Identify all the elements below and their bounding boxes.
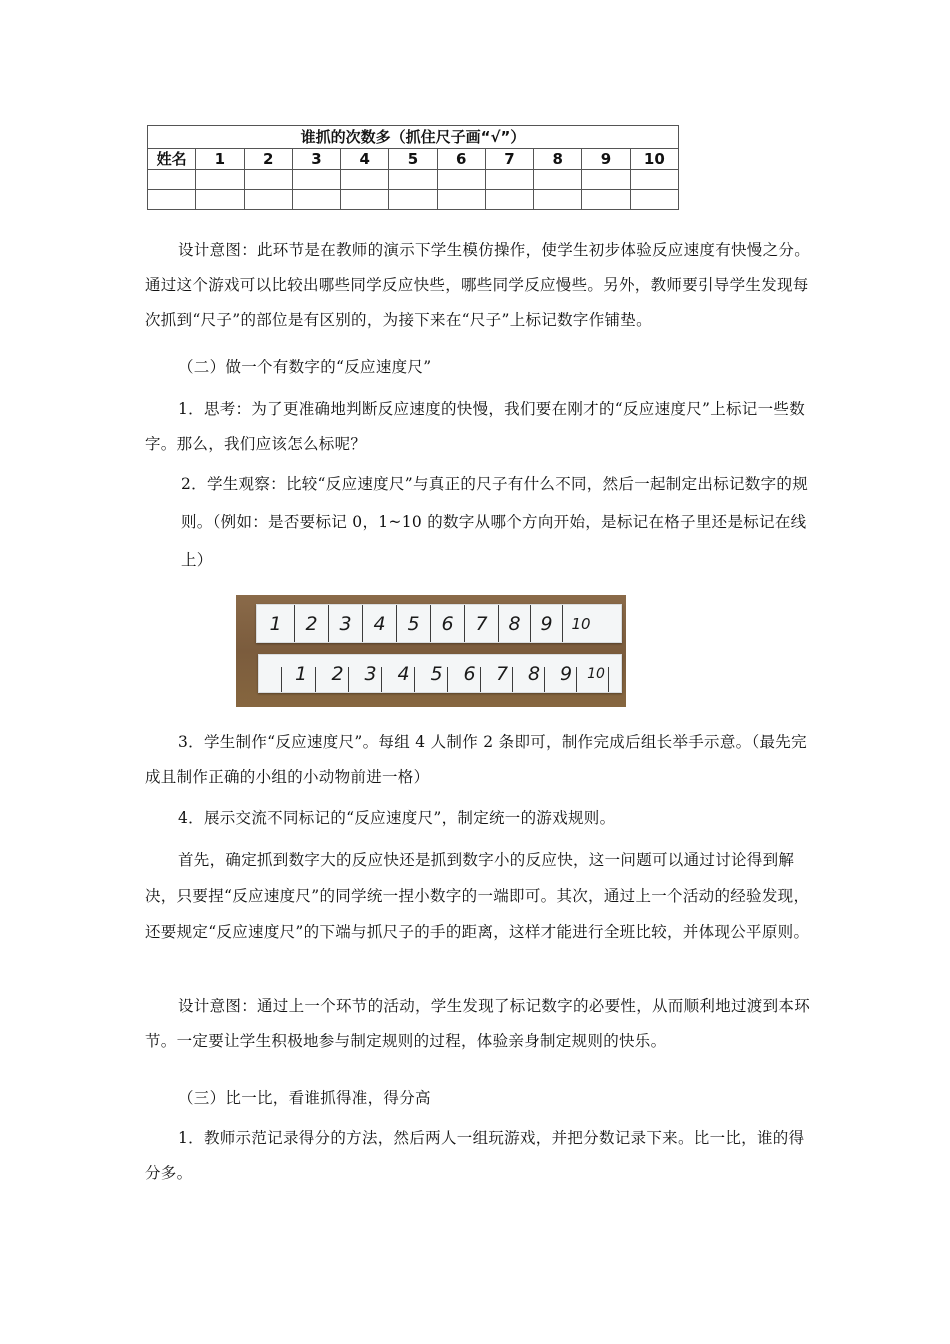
- ruler-number: 6: [431, 605, 465, 642]
- step-2-paragraph: 2．学生观察：比较“反应速度尺”与真正的尺子有什么不同，然后一起制定出标记数字的规则。（例如：是否要标记 0，1~10 的数字从哪个方向开始，是标记在格子里还是标记在线上）: [181, 475, 809, 569]
- ruler-number: 5: [397, 605, 431, 642]
- record-table: [147, 125, 679, 210]
- table-cell: [292, 170, 340, 190]
- table-header-cell: 10: [630, 149, 678, 170]
- ruler-number: 1: [294, 662, 308, 685]
- table-header-row: [148, 149, 679, 170]
- ruler-number: 10: [571, 614, 591, 633]
- table-header-cell: 5: [389, 149, 437, 170]
- ruler-number: 1: [257, 605, 295, 642]
- table-header-cell: 8: [534, 149, 582, 170]
- ruler-number: 9: [531, 605, 563, 642]
- step-1-scoring-paragraph: 1．教师示范记录得分的方法，然后两人一组玩游戏，并把分数记录下来。比一比，谁的得分多。: [145, 1129, 805, 1182]
- ruler-number: 10: [587, 665, 605, 682]
- table-header-cell: 3: [292, 149, 340, 170]
- rules-paragraph: 首先，确定抓到数字大的反应快还是抓到数字小的反应快，这一问题可以通过讨论得到解决，只要捏“反应速度尺”的同学统一捏小数字的一端即可。其次，通过上一个活动的经验发现，还要规定“反应速度尺”的下端与抓尺子的手的距离，这样才能进行全班比较，并体现公平原则。: [145, 851, 810, 941]
- ruler-number: 7: [495, 662, 509, 685]
- table-cell: [485, 170, 533, 190]
- table-header-cell: 4: [341, 149, 389, 170]
- table-cell: [341, 170, 389, 190]
- ruler-strip-grid: [256, 604, 622, 643]
- table-cell: [485, 190, 533, 210]
- table-cell: [292, 190, 340, 210]
- table-header-cell: 姓名: [148, 149, 196, 170]
- table-cell: [196, 190, 244, 210]
- table-cell: [534, 190, 582, 210]
- design-intent-paragraph-1: 设计意图：此环节是在教师的演示下学生模仿操作，使学生初步体验反应速度有快慢之分。通过这个游戏可以比较出哪些同学反应快些，哪些同学反应慢些。另外，教师要引导学生发现每次抓到“尺子”的部位是有区别的，为接下来在“尺子”上标记数字作铺垫。: [145, 241, 811, 329]
- section-heading-3: （三）比一比，看谁抓得准，得分高: [178, 1089, 431, 1107]
- table-cell: [630, 190, 678, 210]
- table-cell: [244, 190, 292, 210]
- table-cell: [582, 170, 630, 190]
- ruler-number: 4: [363, 605, 397, 642]
- table-cell: [389, 190, 437, 210]
- step-4-paragraph: 4．展示交流不同标记的“反应速度尺”，制定统一的游戏规则。: [178, 809, 616, 827]
- section-heading-2: （二）做一个有数字的“反应速度尺”: [178, 358, 432, 376]
- ruler-strip-ticks: [258, 654, 622, 693]
- table-row: [148, 190, 679, 210]
- ruler-number: 3: [329, 605, 363, 642]
- ruler-number: 3: [364, 662, 377, 685]
- ruler-number: 6: [463, 662, 476, 685]
- ruler-number: 7: [465, 605, 499, 642]
- table-cell: [630, 170, 678, 190]
- table-header-cell: 2: [244, 149, 292, 170]
- table-cell: [244, 170, 292, 190]
- table-cell: [341, 190, 389, 210]
- table-header-cell: 7: [485, 149, 533, 170]
- table-cell: [148, 170, 196, 190]
- rulers-photo: [236, 595, 626, 707]
- ruler-number: 2: [331, 662, 344, 685]
- table-header-cell: 6: [437, 149, 485, 170]
- table-cell: [534, 170, 582, 190]
- ruler-number: 9: [559, 662, 573, 685]
- table-cell: [148, 190, 196, 210]
- step-1-paragraph: 1．思考：为了更准确地判断反应速度的快慢，我们要在刚才的“反应速度尺”上标记一些数字。那么，我们应该怎么标呢？: [145, 400, 806, 453]
- table-title: 谁抓的次数多（抓住尺子画“√”）: [148, 126, 679, 149]
- ruler-number: 4: [397, 662, 410, 685]
- ruler-number: 5: [430, 662, 443, 685]
- table-header-cell: 9: [582, 149, 630, 170]
- design-intent-paragraph-2: 设计意图：通过上一个环节的活动，学生发现了标记数字的必要性，从而顺利地过渡到本环节。一定要让学生积极地参与制定规则的过程，体验亲身制定规则的快乐。: [145, 997, 811, 1050]
- table-row: [148, 170, 679, 190]
- table-cell: [437, 170, 485, 190]
- step-3-paragraph: 3．学生制作“反应速度尺”。每组 4 人制作 2 条即可，制作完成后组长举手示意。（最先完成且制作正确的小组的小动物前进一格）: [145, 733, 807, 786]
- table-cell: [196, 170, 244, 190]
- ruler-number: 8: [527, 662, 541, 685]
- ruler-number: 8: [499, 605, 531, 642]
- table-header-cell: 1: [196, 149, 244, 170]
- table-cell: [389, 170, 437, 190]
- table-cell: [437, 190, 485, 210]
- ruler-number: 2: [295, 605, 329, 642]
- table-cell: [582, 190, 630, 210]
